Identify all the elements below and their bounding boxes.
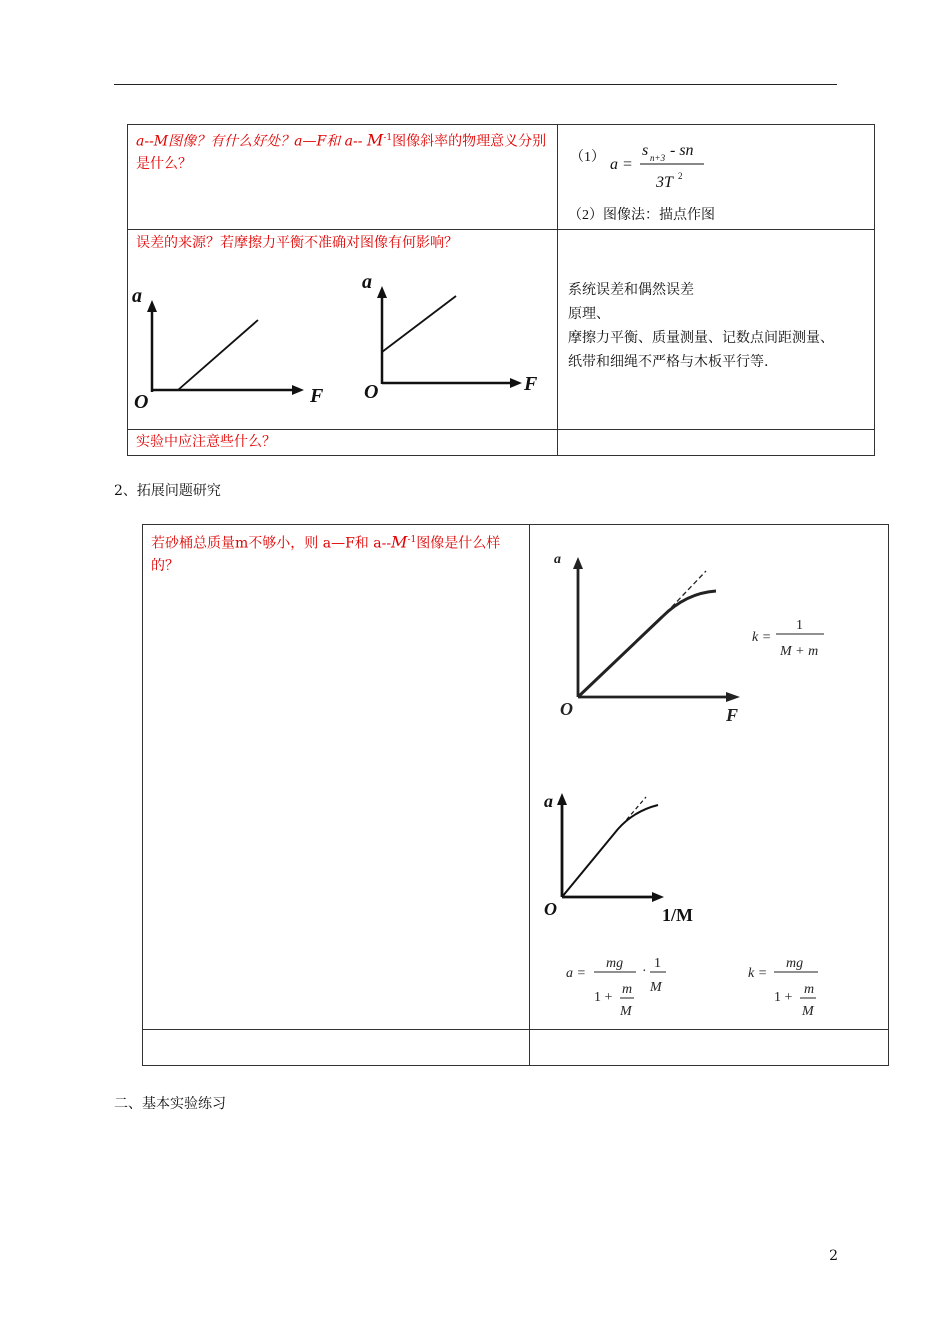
method-text: （2）图像法：描点作图 bbox=[568, 208, 715, 223]
extension-empty-right bbox=[530, 1030, 889, 1066]
svg-text:F: F bbox=[310, 385, 324, 407]
svg-text:1: 1 bbox=[796, 618, 803, 633]
error-sources: 系统误差和偶然误差 原理、 摩擦力平衡、质量测量、记数点间距测量、 纸带和细绳不严格与木板平行等. bbox=[568, 282, 834, 370]
svg-text:1/M: 1/M bbox=[662, 905, 693, 925]
section-2-title: 2、拓展问题研究 bbox=[114, 483, 221, 499]
graph-insufficient-friction bbox=[132, 285, 324, 410]
svg-text:O: O bbox=[134, 391, 149, 410]
section-basic-practice-title: 二、基本实验练习 bbox=[114, 1096, 226, 1112]
row2-right-cell bbox=[558, 230, 875, 430]
row2-left-cell bbox=[128, 230, 558, 430]
svg-text:M: M bbox=[802, 1004, 814, 1019]
row1-question: a--M图像？有什么好处？a—F和 a-- $M^{-1}$图像斜率的物理意义分别是什么？ bbox=[136, 130, 547, 172]
extension-question: 若砂桶总质量m不够小，则 a—F和 $a--M^{-1}$图像是什么样的？ bbox=[151, 532, 501, 574]
extension-right-cell bbox=[530, 525, 889, 1030]
svg-text:m: m bbox=[622, 982, 633, 997]
svg-text:F: F bbox=[524, 373, 538, 395]
extension-graphs bbox=[530, 525, 888, 1025]
graph-a-invM bbox=[544, 791, 693, 925]
svg-text:F: F bbox=[726, 705, 739, 725]
svg-text:M + m: M + m bbox=[780, 644, 819, 659]
extension-left-cell bbox=[143, 525, 530, 1030]
svg-text:a: a bbox=[554, 552, 561, 567]
svg-text:n+3: n+3 bbox=[650, 153, 666, 163]
extension-empty-left bbox=[143, 1030, 530, 1066]
graph-a-F bbox=[554, 552, 740, 725]
svg-text:M: M bbox=[650, 980, 662, 995]
row1-left-cell bbox=[128, 125, 558, 230]
row1-right-cell bbox=[558, 125, 875, 230]
friction-graphs bbox=[128, 260, 558, 410]
formula-k-aF bbox=[752, 618, 824, 659]
row3-question: 实验中应注意些什么？ bbox=[136, 434, 276, 450]
row3-left-cell bbox=[128, 430, 558, 456]
row3-right-cell bbox=[558, 430, 875, 456]
svg-text:- sn: - sn bbox=[670, 142, 694, 159]
svg-text:k =: k = bbox=[752, 630, 772, 645]
svg-text:m: m bbox=[804, 982, 815, 997]
table-extension bbox=[142, 524, 889, 1066]
svg-text:O: O bbox=[364, 381, 379, 403]
svg-text:3T: 3T bbox=[656, 174, 673, 191]
formula-a-invM bbox=[566, 956, 666, 1019]
row2-question: 误差的来源？若摩擦力平衡不准确对图像有何影响？ bbox=[136, 235, 458, 251]
svg-text:·: · bbox=[642, 964, 647, 979]
item-1-label: （1） bbox=[570, 150, 605, 165]
formula-k-invM bbox=[748, 956, 818, 1019]
graph-over-friction bbox=[362, 271, 538, 403]
svg-text:O: O bbox=[560, 699, 573, 719]
svg-text:O: O bbox=[544, 899, 557, 919]
svg-text:k =: k = bbox=[748, 966, 768, 981]
table-basic-questions bbox=[127, 124, 875, 456]
formula-acceleration bbox=[558, 125, 874, 225]
svg-text:a: a bbox=[362, 271, 372, 293]
svg-text:1: 1 bbox=[654, 956, 661, 971]
page-number: 2 bbox=[829, 1248, 838, 1264]
svg-text:s: s bbox=[642, 142, 649, 159]
svg-text:a: a bbox=[544, 791, 553, 811]
svg-text:mg: mg bbox=[786, 956, 804, 971]
svg-text:1 +: 1 + bbox=[774, 990, 793, 1005]
svg-text:mg: mg bbox=[606, 956, 624, 971]
svg-text:M: M bbox=[620, 1004, 632, 1019]
svg-text:2: 2 bbox=[678, 171, 683, 181]
svg-text:a =: a = bbox=[610, 156, 633, 173]
header-rule bbox=[114, 84, 837, 85]
svg-text:1 +: 1 + bbox=[594, 990, 613, 1005]
svg-text:a: a bbox=[132, 285, 142, 307]
svg-text:a =: a = bbox=[566, 966, 586, 981]
